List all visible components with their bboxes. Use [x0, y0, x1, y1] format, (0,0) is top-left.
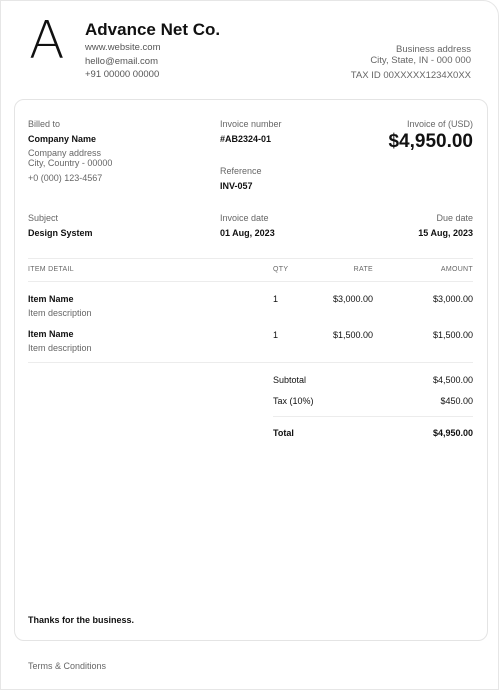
subject-value: Design System — [28, 228, 93, 238]
reference-value: INV-057 — [220, 181, 253, 191]
invoice-date-label: Invoice date — [220, 213, 269, 223]
invoice-number-label: Invoice number — [220, 119, 282, 129]
company-phone: +91 00000 00000 — [85, 69, 160, 80]
item-rate: $1,500.00 — [332, 330, 373, 340]
item-rate: $3,000.00 — [332, 294, 373, 304]
col-header-qty: QTY — [273, 266, 289, 273]
item-name: Item Name — [28, 294, 74, 304]
total-value: $4,950.00 — [432, 428, 473, 438]
item-description: Item description — [28, 343, 92, 353]
item-qty: 1 — [273, 294, 279, 304]
client-city: City, Country - 00000 — [28, 158, 113, 168]
client-address: Company address — [28, 148, 102, 158]
company-email: hello@email.com — [85, 56, 159, 67]
subject-label: Subject — [28, 213, 59, 223]
company-website: www.website.com — [85, 42, 161, 53]
invoice-of-label: Invoice of (USD) — [406, 119, 473, 129]
item-description: Item description — [28, 308, 92, 318]
item-qty: 1 — [273, 330, 279, 340]
billed-to-label: Billed to — [28, 119, 61, 129]
due-date: 15 Aug, 2023 — [418, 228, 473, 238]
total-label: Total — [273, 428, 294, 438]
invoice-date: 01 Aug, 2023 — [220, 228, 275, 238]
item-amount: $1,500.00 — [432, 330, 473, 340]
col-header-amount: AMOUNT — [440, 266, 473, 273]
item-name: Item Name — [28, 329, 74, 339]
business-address: City, State, IN - 000 000 — [370, 55, 471, 66]
table-top-divider — [28, 258, 473, 259]
thanks-note: Thanks for the business. — [28, 615, 135, 625]
tax-label: Tax (10%) — [273, 396, 314, 406]
col-header-item: ITEM DETAIL — [28, 266, 74, 273]
table-header-divider — [28, 281, 473, 282]
totals-divider — [273, 416, 473, 417]
tax-value: $450.00 — [440, 396, 473, 406]
due-date-label: Due date — [436, 213, 473, 223]
company-name: Advance Net Co. — [85, 20, 221, 39]
table-bottom-divider — [28, 362, 473, 363]
item-amount: $3,000.00 — [432, 294, 473, 304]
client-phone: +0 (000) 123-4567 — [28, 173, 103, 183]
client-name: Company Name — [28, 134, 97, 144]
invoice-number: #AB2324-01 — [220, 134, 272, 144]
company-logo: A — [29, 11, 65, 71]
invoice-card — [14, 99, 488, 641]
col-header-rate: RATE — [353, 266, 373, 273]
invoice-total-amount: $4,950.00 — [388, 131, 473, 152]
subtotal-label: Subtotal — [273, 375, 307, 385]
terms-conditions-label: Terms & Conditions — [28, 661, 107, 671]
business-address-label: Business address — [396, 44, 471, 55]
tax-id: TAX ID 00XXXXX1234X0XX — [350, 70, 471, 81]
subtotal-value: $4,500.00 — [432, 375, 473, 385]
reference-label: Reference — [220, 166, 262, 176]
